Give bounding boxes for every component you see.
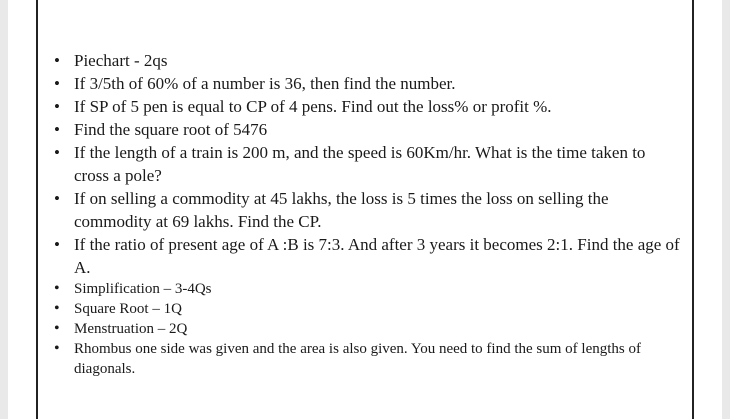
list-item: • Find the square root of 5476: [54, 118, 684, 141]
list-item: • Piechart - 2qs: [54, 49, 684, 72]
list-item: • If SP of 5 pen is equal to CP of 4 pens. Find out the loss% or profit %.: [54, 95, 684, 118]
list-item: • If the length of a train is 200 m, and the speed is 60Km/hr. What is the time taken to cross a pole?: [54, 141, 684, 187]
bullet-list: [54, 49, 684, 379]
list-item: • If 3/5th of 60% of a number is 36, then find the number.: [54, 72, 684, 95]
list-item: • If the ratio of present age of A :B is 7:3. And after 3 years it becomes 2:1. Find the age of A.: [54, 233, 684, 279]
list-item: • Menstruation – 2Q: [54, 319, 684, 339]
list-item: • Rhombus one side was given and the area is also given. You need to find the sum of lengths of diagonals.: [54, 339, 684, 379]
right-margin-band: [722, 0, 730, 419]
list-item: • If on selling a commodity at 45 lakhs, the loss is 5 times the loss on selling the commodity at 69 lakhs. Find the CP.: [54, 187, 684, 233]
document-page: [36, 0, 694, 419]
list-item: • Square Root – 1Q: [54, 299, 684, 319]
left-margin-band: [0, 0, 8, 419]
list-item: • Simplification – 3-4Qs: [54, 279, 684, 299]
